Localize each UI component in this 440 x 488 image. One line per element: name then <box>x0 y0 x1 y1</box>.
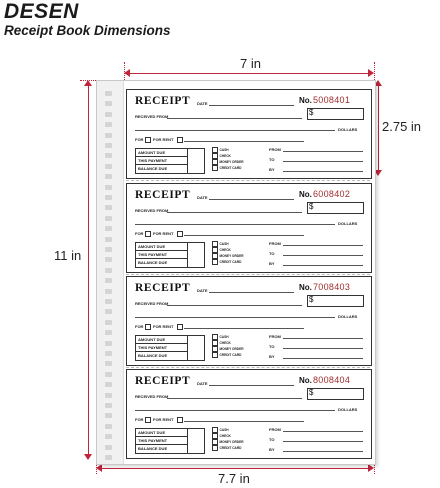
receipt-number: 6008402 <box>313 189 351 199</box>
receipt-number: 7008403 <box>313 282 351 292</box>
date-label: DATE <box>197 101 208 106</box>
amount-box <box>307 108 364 120</box>
for-line <box>184 328 304 329</box>
receipt-title: RECEIPT <box>135 282 191 294</box>
for-label: FOR <box>135 231 144 236</box>
for-rent-checkbox <box>177 137 183 143</box>
amount-box <box>307 388 364 400</box>
to-line <box>283 441 363 442</box>
received-from-label: RECEIVED FROM <box>135 301 169 306</box>
this-payment-cell: THIS PAYMENT <box>136 437 188 445</box>
this-payment-cell: THIS PAYMENT <box>136 251 188 259</box>
dollar-sign: $ <box>309 202 314 211</box>
receipt-title: RECEIPT <box>135 189 191 201</box>
credit-card-option: CREDIT CARD <box>212 165 262 171</box>
width-top-label: 7 in <box>236 56 265 71</box>
for-checkbox <box>145 324 151 330</box>
perforation-line <box>126 274 370 275</box>
binding-hole <box>105 216 112 221</box>
binding-hole <box>105 351 112 356</box>
receipt-number: 8008404 <box>313 375 351 385</box>
date-line <box>209 105 294 106</box>
binding-hole <box>105 445 112 450</box>
amount-due-cell: AMOUNT DUE <box>136 243 188 251</box>
by-line <box>283 265 363 266</box>
money-order-option: MONEY ORDER <box>212 439 262 445</box>
from-label: FROM <box>269 427 281 432</box>
binding-hole <box>105 309 112 314</box>
from-line <box>283 338 363 339</box>
binding-hole <box>105 455 112 460</box>
dollar-sign: $ <box>309 388 314 397</box>
binding-hole <box>105 205 112 210</box>
for-line <box>184 141 304 142</box>
binding-hole <box>105 133 112 138</box>
binding-hole <box>105 403 112 408</box>
dollars-label: DOLLARS <box>338 127 358 132</box>
page-subtitle: Receipt Book Dimensions <box>4 23 171 38</box>
amount-due-cell: AMOUNT DUE <box>136 149 188 157</box>
receipt-title: RECEIPT <box>135 375 191 387</box>
by-label: BY <box>269 447 275 452</box>
received-from-label: RECEIVED FROM <box>135 208 169 213</box>
dollars-label: DOLLARS <box>338 407 358 412</box>
binding-hole <box>105 413 112 418</box>
receipt-title: RECEIPT <box>135 95 191 107</box>
receipt-number: 5008401 <box>313 95 351 105</box>
binding-hole <box>105 122 112 127</box>
from-label: FROM <box>269 334 281 339</box>
balance-due-cell: BALANCE DUE <box>136 165 188 173</box>
for-line <box>184 235 304 236</box>
receipt-form-1 <box>126 89 372 179</box>
amount-table <box>135 148 205 174</box>
binding-hole <box>105 299 112 304</box>
received-from-line <box>167 305 302 306</box>
for-line <box>184 421 304 422</box>
date-label: DATE <box>197 195 208 200</box>
this-payment-cell: THIS PAYMENT <box>136 157 188 165</box>
balance-due-cell: BALANCE DUE <box>136 259 188 267</box>
date-line <box>209 292 294 293</box>
received-from-line <box>167 398 302 399</box>
by-line <box>283 358 363 359</box>
dollars-label: DOLLARS <box>338 221 358 226</box>
binding-hole <box>105 372 112 377</box>
amount-table <box>135 428 205 454</box>
number-label: No. <box>299 283 312 292</box>
received-from-label: RECEIVED FROM <box>135 114 169 119</box>
to-label: TO <box>269 157 275 162</box>
binding-hole <box>105 257 112 262</box>
credit-card-option: CREDIT CARD <box>212 352 262 358</box>
binding-hole <box>105 101 112 106</box>
money-order-option: MONEY ORDER <box>212 253 262 259</box>
for-label: FOR <box>135 137 144 142</box>
binding-hole <box>105 268 112 273</box>
for-label: FOR <box>135 417 144 422</box>
to-label: TO <box>269 437 275 442</box>
perforation-line <box>126 180 370 181</box>
amount-box <box>307 295 364 307</box>
check-option: CHECK <box>212 433 262 439</box>
amount-due-cell: AMOUNT DUE <box>136 336 188 344</box>
from-line <box>283 431 363 432</box>
receipt-book-sheet <box>96 80 376 465</box>
amount-table <box>135 242 205 268</box>
cash-option: CASH <box>212 334 262 340</box>
binding-hole <box>105 330 112 335</box>
dollars-label: DOLLARS <box>338 314 358 319</box>
from-line <box>283 245 363 246</box>
from-line <box>283 151 363 152</box>
date-line <box>209 199 294 200</box>
for-rent-label: FOR RENT <box>153 324 174 329</box>
check-option: CHECK <box>212 153 262 159</box>
binding-hole <box>105 153 112 158</box>
cash-option: CASH <box>212 147 262 153</box>
binding-hole <box>105 434 112 439</box>
check-option: CHECK <box>212 247 262 253</box>
amount-box <box>307 202 364 214</box>
number-label: No. <box>299 376 312 385</box>
number-label: No. <box>299 190 312 199</box>
to-line <box>283 161 363 162</box>
for-rent-label: FOR RENT <box>153 417 174 422</box>
check-option: CHECK <box>212 340 262 346</box>
to-label: TO <box>269 344 275 349</box>
amount-words-line <box>135 224 335 225</box>
for-rent-checkbox <box>177 417 183 423</box>
for-rent-checkbox <box>177 231 183 237</box>
binding-hole <box>105 289 112 294</box>
binding-hole <box>105 361 112 366</box>
receipt-form-2 <box>126 183 372 273</box>
width-bottom-label: 7.7 in <box>218 471 250 486</box>
money-order-option: MONEY ORDER <box>212 159 262 165</box>
received-from-line <box>167 118 302 119</box>
height-total-label: 11 in <box>54 248 82 263</box>
by-line <box>283 451 363 452</box>
binding-hole <box>105 341 112 346</box>
receipt-form-3 <box>126 276 372 366</box>
binding-hole <box>105 278 112 283</box>
cash-option: CASH <box>212 241 262 247</box>
for-checkbox <box>145 137 151 143</box>
credit-card-option: CREDIT CARD <box>212 445 262 451</box>
binding-hole <box>105 195 112 200</box>
date-label: DATE <box>197 288 208 293</box>
by-line <box>283 171 363 172</box>
date-label: DATE <box>197 381 208 386</box>
amount-words-line <box>135 410 335 411</box>
received-from-label: RECEIVED FROM <box>135 394 169 399</box>
binding-hole <box>105 164 112 169</box>
binding-hole <box>105 320 112 325</box>
by-label: BY <box>269 167 275 172</box>
binding-hole <box>105 424 112 429</box>
from-label: FROM <box>269 241 281 246</box>
date-line <box>209 385 294 386</box>
money-order-option: MONEY ORDER <box>212 346 262 352</box>
to-line <box>283 255 363 256</box>
binding-hole <box>105 237 112 242</box>
for-rent-label: FOR RENT <box>153 231 174 236</box>
binding-hole <box>105 247 112 252</box>
this-payment-cell: THIS PAYMENT <box>136 344 188 352</box>
amount-words-line <box>135 317 335 318</box>
by-label: BY <box>269 354 275 359</box>
dollar-sign: $ <box>309 295 314 304</box>
perforation-line <box>126 367 370 368</box>
dollar-sign: $ <box>309 108 314 117</box>
for-checkbox <box>145 231 151 237</box>
for-label: FOR <box>135 324 144 329</box>
binding-hole <box>105 91 112 96</box>
binding-strip <box>97 81 124 464</box>
for-rent-label: FOR RENT <box>153 137 174 142</box>
to-label: TO <box>269 251 275 256</box>
received-from-line <box>167 212 302 213</box>
height-receipt-label: 2.75 in <box>382 119 422 134</box>
from-label: FROM <box>269 147 281 152</box>
number-label: No. <box>299 96 312 105</box>
binding-hole <box>105 112 112 117</box>
balance-due-cell: BALANCE DUE <box>136 352 188 360</box>
binding-hole <box>105 143 112 148</box>
for-checkbox <box>145 417 151 423</box>
binding-hole <box>105 185 112 190</box>
amount-words-line <box>135 130 335 131</box>
by-label: BY <box>269 261 275 266</box>
binding-hole <box>105 382 112 387</box>
binding-hole <box>105 393 112 398</box>
binding-hole <box>105 226 112 231</box>
binding-hole <box>105 174 112 179</box>
credit-card-option: CREDIT CARD <box>212 259 262 265</box>
brand-name: DESEN <box>4 0 79 23</box>
amount-due-cell: AMOUNT DUE <box>136 429 188 437</box>
amount-table <box>135 335 205 361</box>
receipt-form-4 <box>126 369 372 459</box>
cash-option: CASH <box>212 427 262 433</box>
for-rent-checkbox <box>177 324 183 330</box>
to-line <box>283 348 363 349</box>
balance-due-cell: BALANCE DUE <box>136 445 188 453</box>
